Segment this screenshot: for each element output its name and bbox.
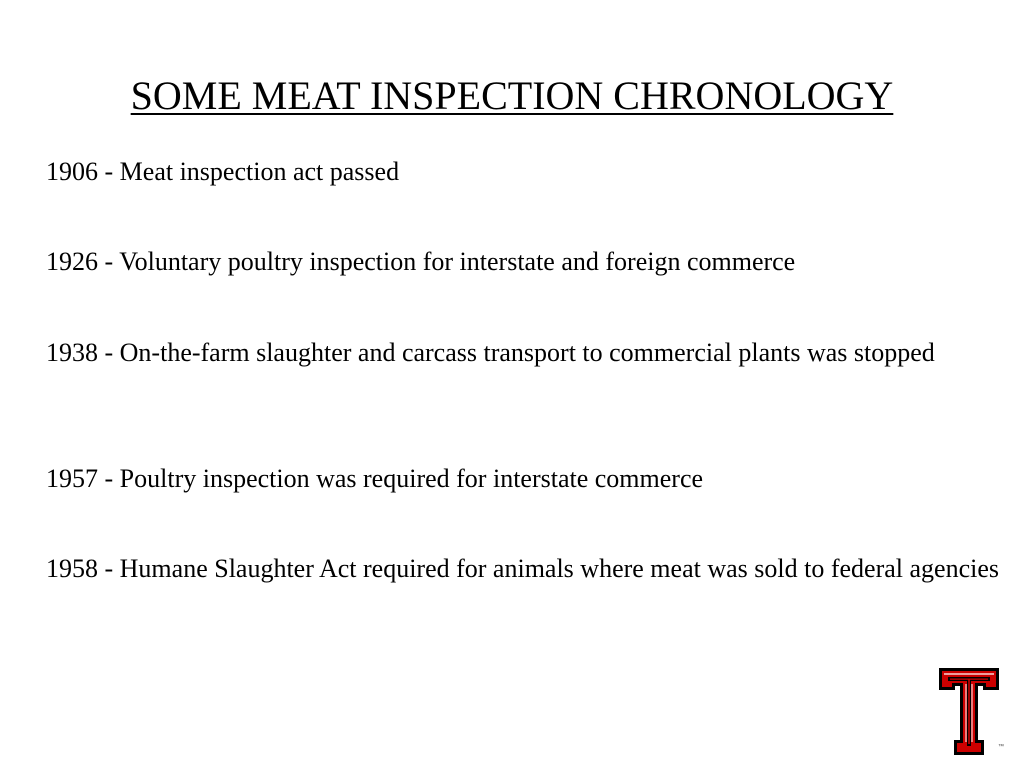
list-item: 1906 - Meat inspection act passed [46, 157, 400, 186]
trademark-mark: ™ [998, 744, 1004, 750]
list-item: 1957 - Poultry inspection was required for interstate commerce [46, 464, 704, 493]
list-item: 1926 - Voluntary poultry inspection for interstate and foreign commerce [46, 247, 796, 276]
slide-title-text: SOME MEAT INSPECTION CHRONOLOGY [130, 73, 894, 118]
list-item: 1938 - On-the-farm slaughter and carcass transport to commercial plants was stopped [46, 338, 935, 367]
double-t-logo-icon [938, 664, 1000, 756]
slide-title [0, 72, 1024, 120]
list-item: 1958 - Humane Slaughter Act required for animals where meat was sold to federal agencies [46, 554, 999, 583]
